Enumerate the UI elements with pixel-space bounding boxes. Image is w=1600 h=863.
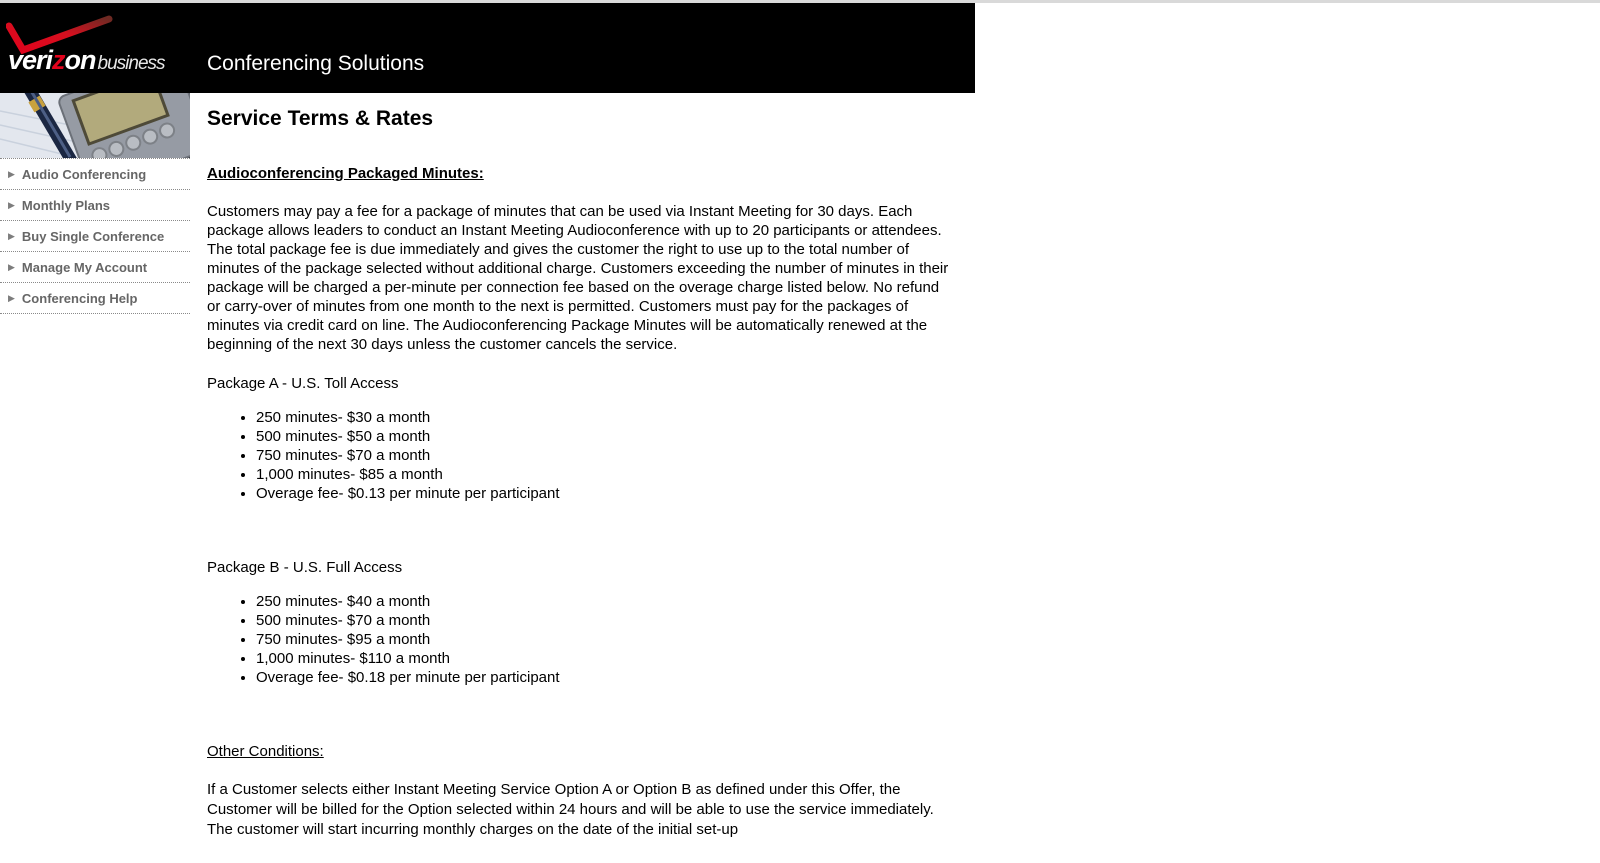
sidebar-item-manage-my-account[interactable] [0,252,190,283]
header-title: Conferencing Solutions [207,52,425,75]
verizon-business-logo[interactable] [0,3,190,93]
list-item: • Overage fee- $0.18 per minute per participant [256,668,955,687]
list-item: • 1,000 minutes- $85 a month [256,465,955,484]
main-content [207,93,955,840]
sidebar-item-label: Audio Conferencing [21,166,147,182]
other-conditions-paragraph: If a Customer selects either Instant Meeting Service Option A or Option B as defined under this Offer, the Customer will be billed for the Option selected within 24 hours and will be able to use the service immediately. The customer will start incurring monthly charges on the date of the initial set-up [207,781,934,838]
sidebar-item-label: Conferencing Help [21,290,138,306]
arrow-right-icon: ▶ [8,168,15,179]
list-item: • Overage fee- $0.13 per minute per participant [256,484,955,503]
brand-red-z: z [52,45,65,75]
other-conditions-heading: Other Conditions: [207,743,324,760]
package-b-list [207,592,955,687]
page-title: Service Terms & Rates [207,107,434,130]
list-item: • 250 minutes- $40 a month [256,592,955,611]
sidebar-item-conferencing-help[interactable] [0,283,190,314]
arrow-right-icon: ▶ [8,292,15,303]
section-heading-packaged-minutes: Audioconferencing Packaged Minutes: [207,165,484,182]
sidebar-item-label: Monthly Plans [21,197,111,213]
package-a-title: Package A - U.S. Toll Access [207,375,399,392]
sidebar-item-buy-single-conference[interactable] [0,221,190,252]
arrow-right-icon: ▶ [8,199,15,210]
list-item: • 500 minutes- $50 a month [256,427,955,446]
arrow-right-icon: ▶ [8,261,15,272]
package-a-list [207,408,955,503]
sidebar-item-label: Buy Single Conference [21,228,165,244]
list-item: • 750 minutes- $70 a month [256,446,955,465]
sidebar-photo-pda-pen [0,93,190,158]
list-item: • 1,000 minutes- $110 a month [256,649,955,668]
list-item: • 500 minutes- $70 a month [256,611,955,630]
page-header [0,3,975,93]
intro-paragraph: Customers may pay a fee for a package of minutes that can be used via Instant Meeting for 30 days. Each package allows leaders to conduct an Instant Meeting Audioconference with up to 20 participants or attendees. The total package fee is due immediately and gives the customer the right to use up to the total number of minutes of the package selected without additional charge. Customers exceeding the number of minutes in their package will be charged a per-minute per connection fee based on the overage charge listed below. No refund or carry-over of minutes from one month to the next is permitted. Customers must pay for the packages of minutes via credit card on line. The Audioconferencing Package Minutes will be automatically renewed at the beginning of the next 30 days unless the customer cancels the service. [207,203,949,353]
sidebar [0,93,190,314]
sidebar-nav [0,158,190,314]
list-item: • 250 minutes- $30 a month [256,408,955,427]
verizon-wordmark: verizon business [8,45,165,75]
brand-suffix: business [97,53,165,74]
sidebar-item-monthly-plans[interactable] [0,190,190,221]
arrow-right-icon: ▶ [8,230,15,241]
package-b-title: Package B - U.S. Full Access [207,559,403,576]
list-item: • 750 minutes- $95 a month [256,630,955,649]
sidebar-item-audio-conferencing[interactable] [0,159,190,190]
sidebar-item-label: Manage My Account [21,259,148,275]
